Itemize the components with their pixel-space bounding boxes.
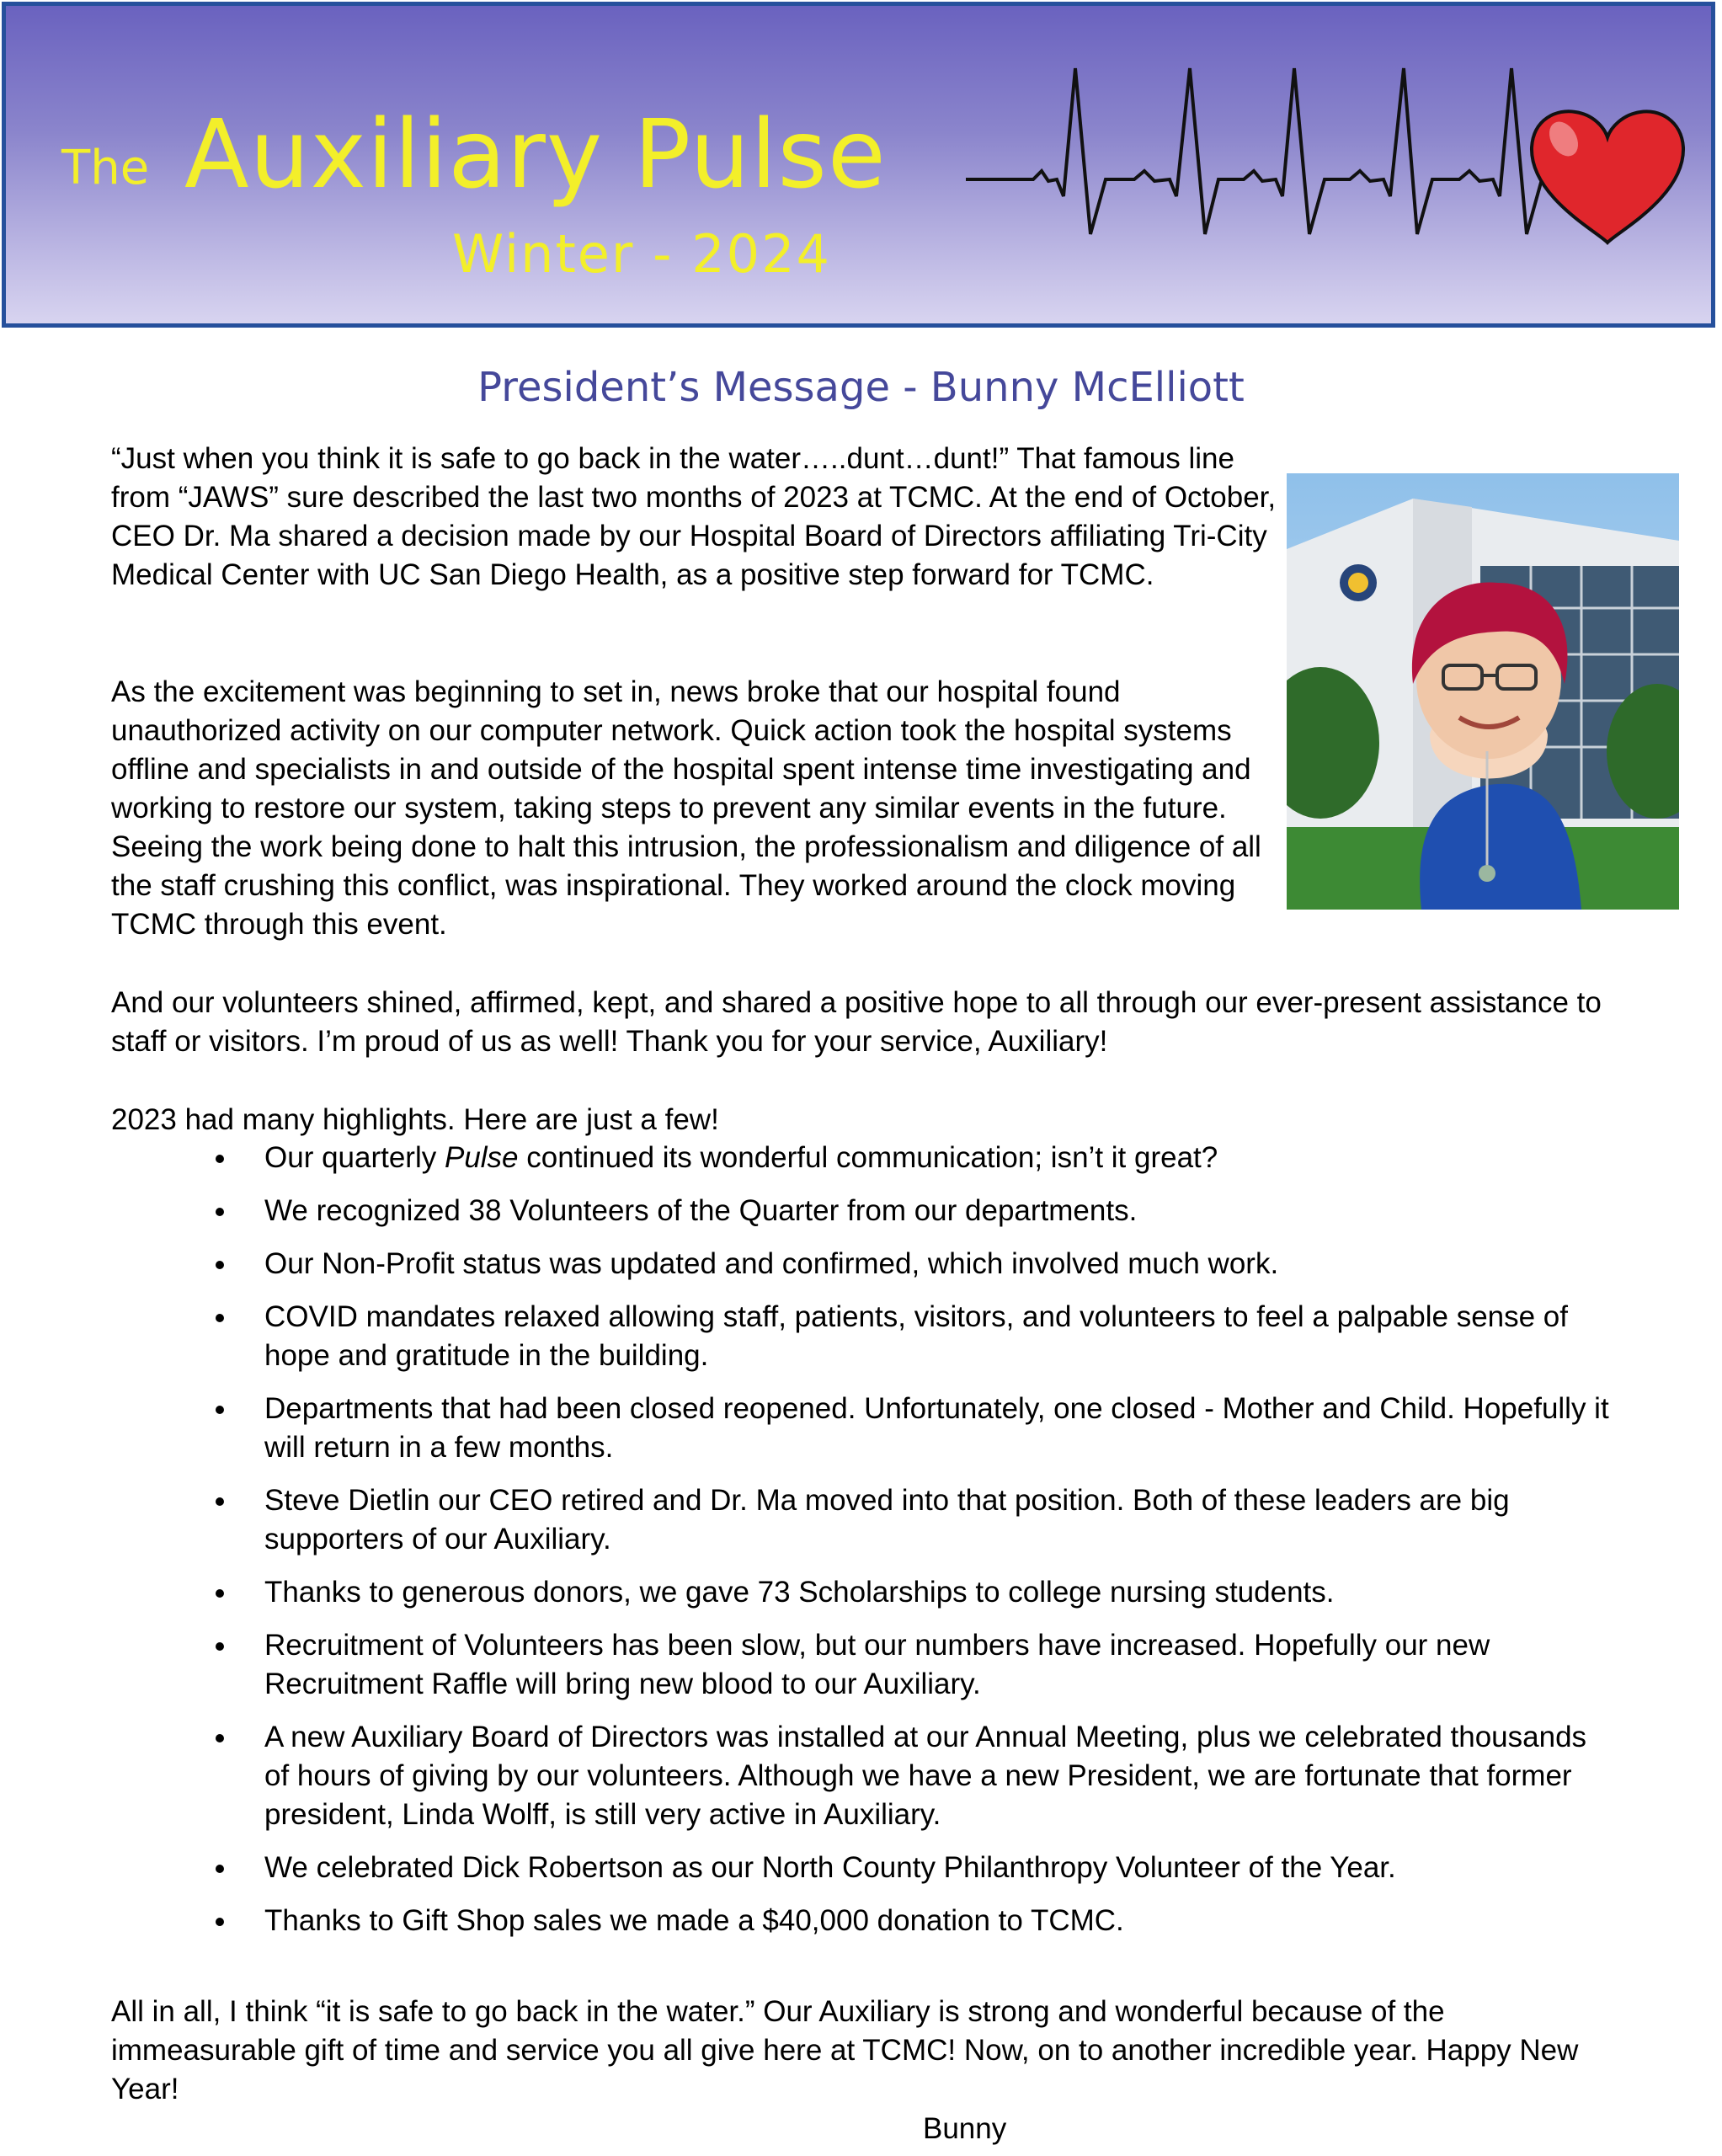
paragraph-volunteers: And our volunteers shined, affirmed, kept, and shared a positive hope to all through our ever-present assistance to staff or visitors. I’m proud of us as well! Thank you for your service, Auxiliary! <box>111 986 1602 1058</box>
highlight-item: Thanks to generous donors, we gave 73 Scholarships to college nursing students. <box>111 1573 1610 1612</box>
highlight-item: Steve Dietlin our CEO retired and Dr. Ma moved into that position. Both of these leaders are big supporters of our Auxiliary. <box>111 1481 1610 1559</box>
highlight-item: Our quarterly Pulse continued its wonderful communication; isn’t it great? <box>111 1139 1610 1177</box>
section-title: President’s Message - Bunny McElliott <box>477 364 1245 411</box>
highlights-list <box>111 1139 1610 1955</box>
closing-paragraph: All in all, I think “it is safe to go back in the water.” Our Auxiliary is strong and wonderful because of the immeasurable gift of time and service you all give here at TCMC! Now, on to another incredible year. Happy New Year! <box>111 1995 1579 2105</box>
newsletter-title: Auxiliary Pulse <box>184 100 887 210</box>
masthead-the: The <box>61 141 150 195</box>
highlight-item: Departments that had been closed reopened. Unfortunately, one closed - Mother and Child. Hopefully it will return in a few months. <box>111 1390 1610 1467</box>
issue-date: Winter - 2024 <box>452 223 831 285</box>
heartbeat-graphic <box>949 53 1707 255</box>
highlight-item: A new Auxiliary Board of Directors was installed at our Annual Meeting, plus we celebrated thousands of hours of giving by our volunteers. Although we have a new President, we are fortunate that former president, Linda Wolff, is still very active in Auxiliary. <box>111 1718 1610 1834</box>
highlight-item: Recruitment of Volunteers has been slow, but our numbers have increased. Hopefully our new Recruitment Raffle will bring new blood to our Auxiliary. <box>111 1626 1610 1704</box>
highlight-item: We celebrated Dick Robertson as our North County Philanthropy Volunteer of the Year. <box>111 1849 1610 1887</box>
president-photo <box>1287 473 1679 910</box>
highlight-item: COVID mandates relaxed allowing staff, patients, visitors, and volunteers to feel a palpable sense of hope and gratitude in the building. <box>111 1298 1610 1375</box>
highlight-item: Thanks to Gift Shop sales we made a $40,000 donation to TCMC. <box>111 1902 1610 1940</box>
masthead-banner <box>2 2 1715 328</box>
signature: Bunny <box>923 2112 1007 2145</box>
paragraph-intro: “Just when you think it is safe to go back in the water…..dunt…dunt!” That famous line from “JAWS” sure described the last two months of 2023 at TCMC. At the end of October, CEO Dr. Ma shared a decision made by our Hospital Board of Directors affiliating Tri-City Medical Center with UC San Diego Health, as a positive step forward for TCMC. <box>111 442 1277 591</box>
heartbeat-line-icon <box>966 68 1607 234</box>
paragraph-network: As the excitement was beginning to set in, news broke that our hospital found unauthorized activity on our computer network. Quick action took the hospital systems offline and specialists in and outside of the hospital spent intense time investigating and working to restore our system, taking steps to prevent any similar events in the future. Seeing the work being done to halt this intrusion, the professionalism and diligence of all the staff crushing this conflict, was inspirational. They worked around the clock moving TCMC through this event. <box>111 675 1261 941</box>
president-photo-graphic <box>1287 473 1679 910</box>
highlight-item: Our Non-Profit status was updated and confirmed, which involved much work. <box>111 1245 1610 1283</box>
paragraph-highlights-intro: 2023 had many highlights. Here are just a few! <box>111 1103 719 1136</box>
pulse-emphasis: Pulse <box>444 1141 519 1174</box>
highlight-item: We recognized 38 Volunteers of the Quarter from our departments. <box>111 1192 1610 1230</box>
